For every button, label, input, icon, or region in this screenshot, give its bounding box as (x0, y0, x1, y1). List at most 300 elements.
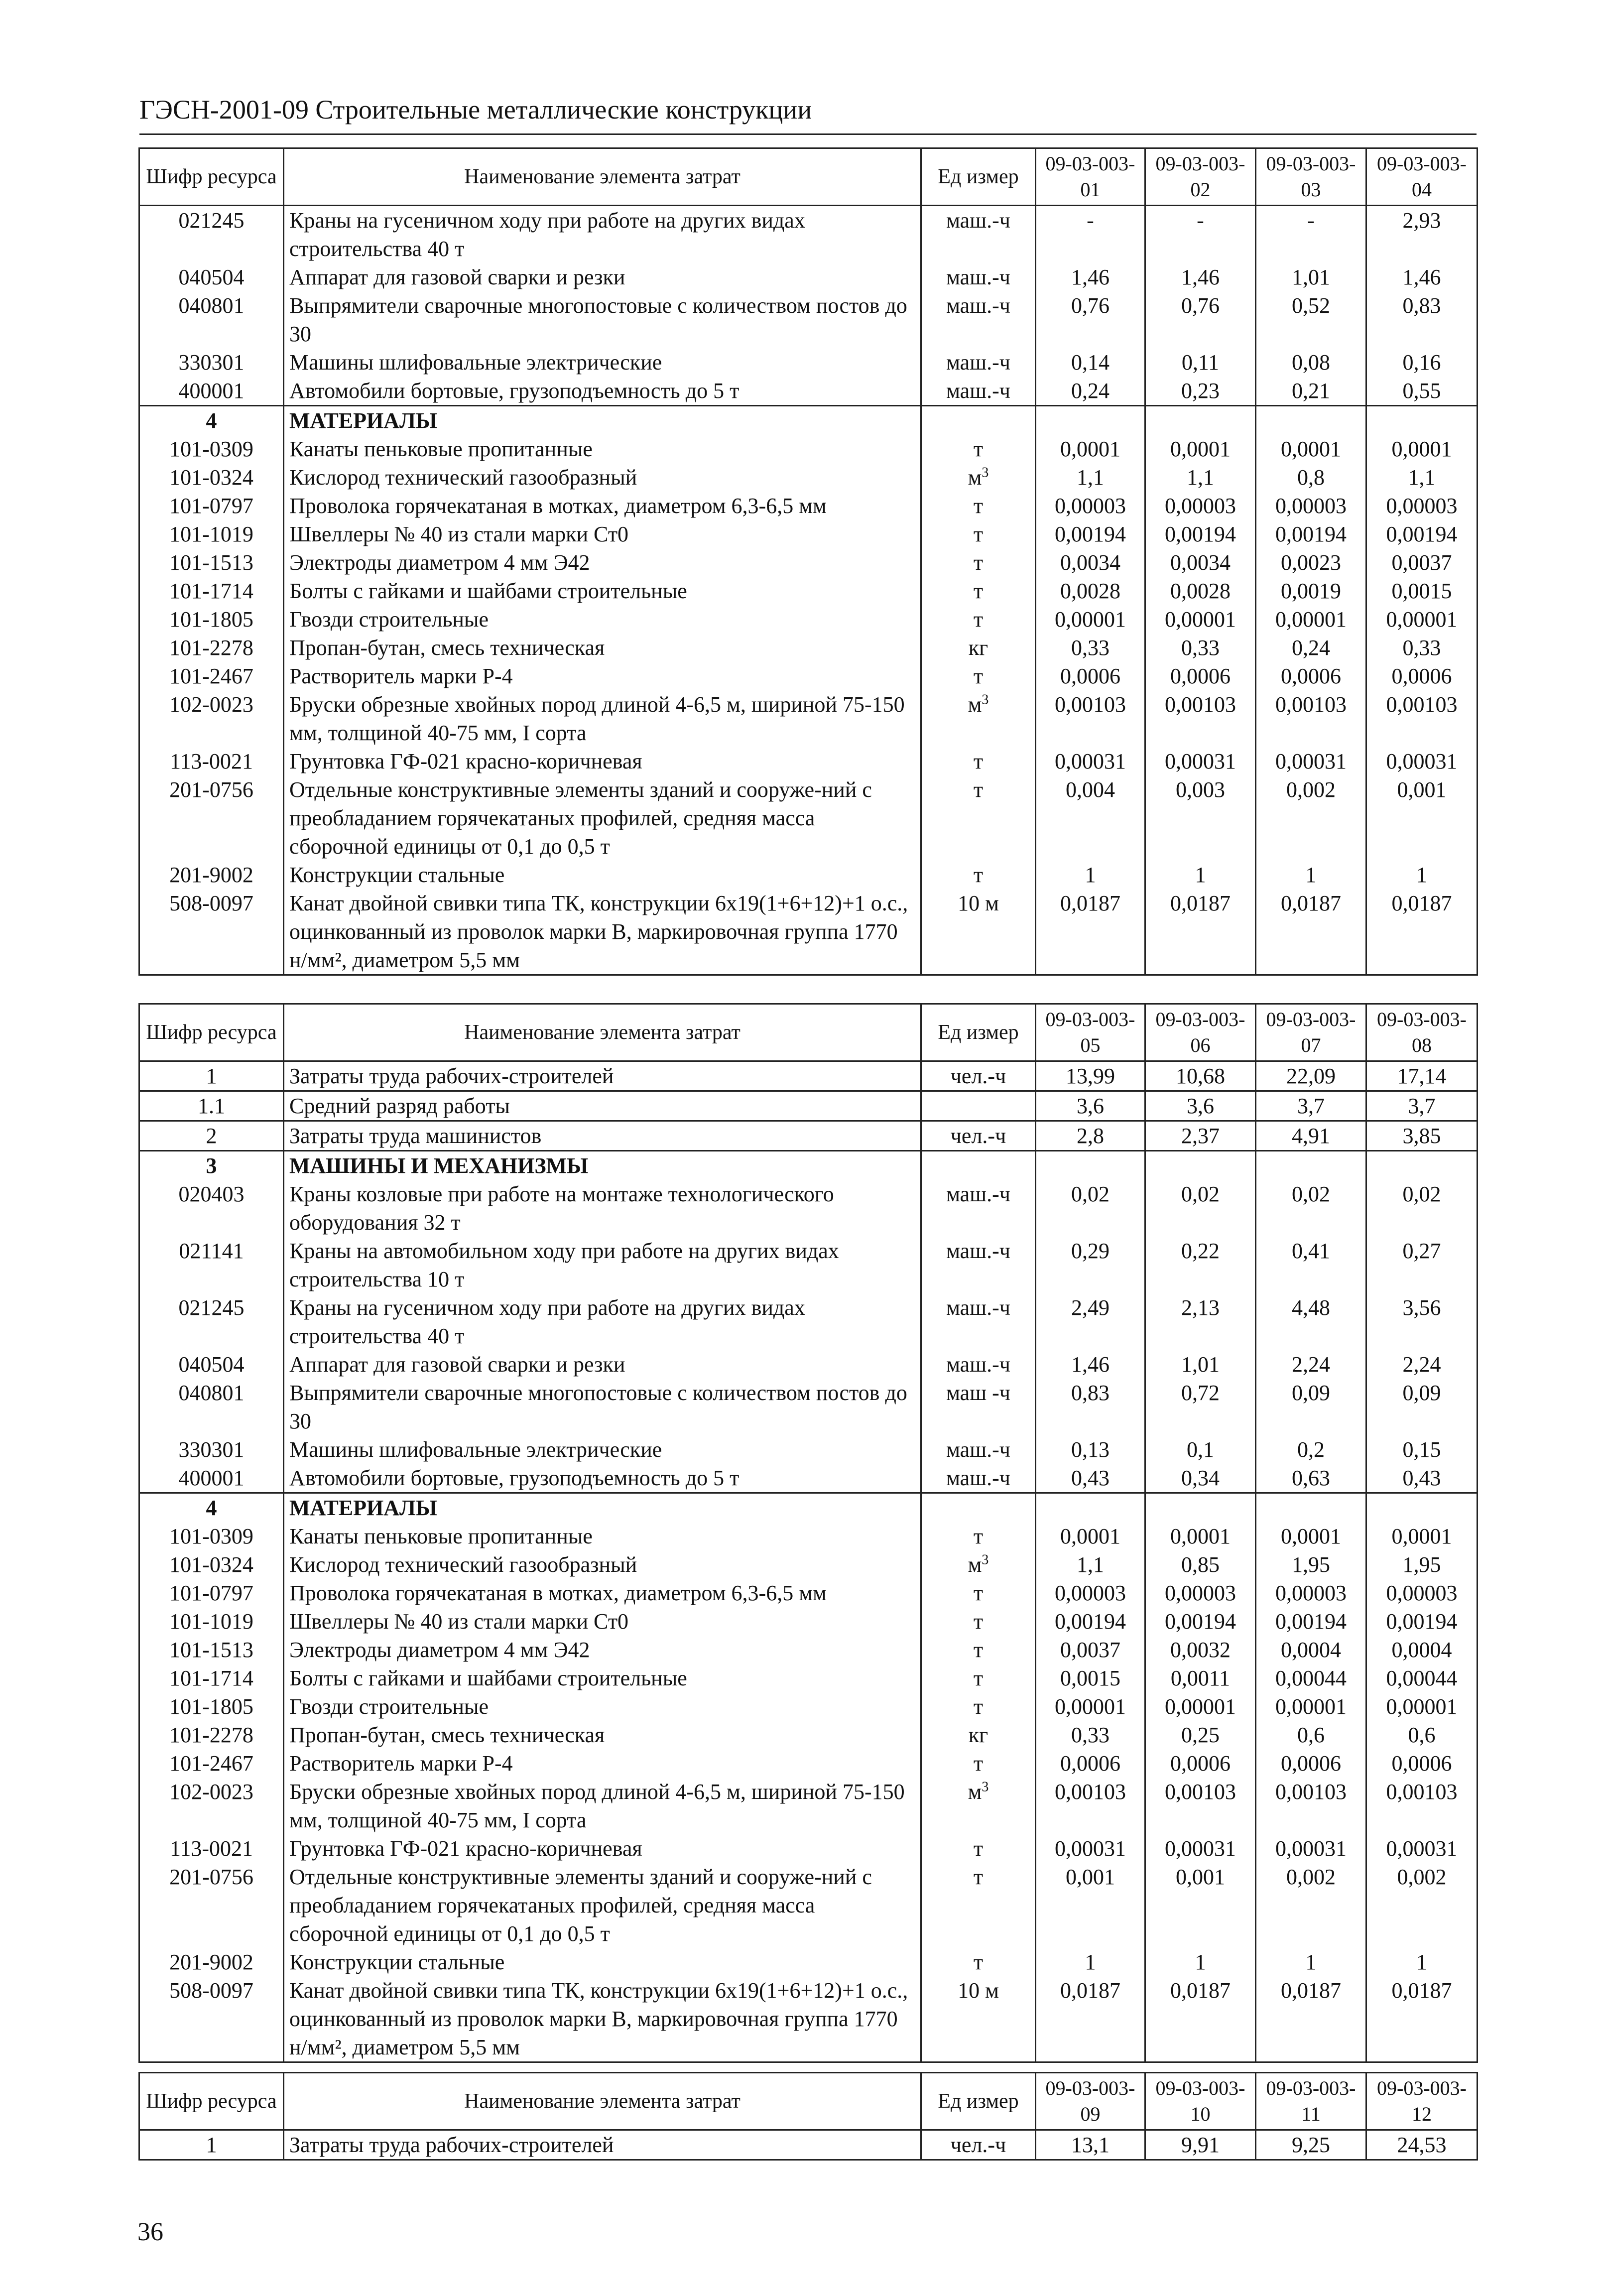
norm-value: 0,00103 (1366, 1778, 1478, 1834)
norm-value: 0,6 (1366, 1721, 1478, 1749)
unit-text: кг (968, 636, 988, 660)
norm-value (1256, 1493, 1366, 1523)
section-title: МАТЕРИАЛЫ (284, 1493, 921, 1523)
unit (921, 1778, 1036, 1834)
norm-value: 24,53 (1366, 2130, 1478, 2160)
norm-value: 0,0006 (1036, 1749, 1145, 1778)
header-rule (139, 133, 1477, 135)
table-row (139, 1778, 1478, 1834)
norm-value: 0,00001 (1366, 1692, 1478, 1721)
cost-element-name: Выпрямители сварочные многопостовые с количеством постов до 30 (284, 291, 921, 348)
norm-value: 0,0001 (1145, 1522, 1256, 1550)
unit (921, 1180, 1036, 1237)
table-row (139, 1636, 1478, 1664)
norm-value: 1,46 (1145, 263, 1256, 291)
norm-value: 4,91 (1256, 1121, 1366, 1151)
table-row (139, 577, 1478, 605)
cost-element-name: Гвозди строительные (284, 605, 921, 634)
resource-code: 400001 (139, 1464, 284, 1493)
table-row (139, 1976, 1478, 2062)
unit (921, 1692, 1036, 1721)
norm-value: 0,0187 (1145, 889, 1256, 975)
norm-value: 3,85 (1366, 1121, 1478, 1151)
cost-element-name: Затраты труда рабочих-строителей (284, 2130, 921, 2160)
norm-value: 0,0187 (1256, 1976, 1366, 2062)
unit-text: маш.-ч (946, 1437, 1010, 1462)
norm-value: 1 (1145, 861, 1256, 889)
cost-element-name: Машины шлифовальные электрические (284, 1435, 921, 1464)
resource-code: 101-1805 (139, 1692, 284, 1721)
unit (921, 605, 1036, 634)
norm-value: 0,8 (1256, 463, 1366, 492)
norm-value: 0,0037 (1036, 1636, 1145, 1664)
norm-value: 0,21 (1256, 377, 1366, 406)
header-norm-code: 09-03-003-01 (1036, 148, 1145, 206)
resource-code: 102-0023 (139, 1778, 284, 1834)
norm-value: 0,43 (1036, 1464, 1145, 1493)
norm-value: 1,1 (1036, 1550, 1145, 1579)
norm-value: 0,0011 (1145, 1664, 1256, 1692)
unit (921, 861, 1036, 889)
norm-value: 0,0028 (1145, 577, 1256, 605)
resource-code: 330301 (139, 1435, 284, 1464)
cost-element-name: Конструкции стальные (284, 1948, 921, 1976)
norm-value: 1 (1256, 1948, 1366, 1976)
norm-value (1145, 1493, 1256, 1523)
cost-element-name: Проволока горячекатаная в мотках, диаметром 6,3-6,5 мм (284, 1579, 921, 1607)
resource-code: 040504 (139, 263, 284, 291)
table-row (139, 1379, 1478, 1435)
unit-text: т (973, 664, 984, 688)
resource-code: 508-0097 (139, 1976, 284, 2062)
cost-element-name: Аппарат для газовой сварки и резки (284, 1350, 921, 1379)
unit-text: т (973, 494, 984, 518)
unit-text: т (973, 1836, 984, 1861)
resource-code: 101-2278 (139, 1721, 284, 1749)
unit (921, 435, 1036, 463)
norm-value: 0,0001 (1366, 435, 1478, 463)
norm-value: 0,00103 (1145, 690, 1256, 747)
cost-element-name: Затраты труда машинистов (284, 1121, 921, 1151)
norm-value: 10,68 (1145, 1061, 1256, 1091)
resource-code: 101-1714 (139, 577, 284, 605)
norm-value: 0,00031 (1145, 1834, 1256, 1863)
header-norm-code: 09-03-003-12 (1366, 2073, 1478, 2130)
resource-code: 101-2467 (139, 662, 284, 690)
norm-value: 0,00031 (1145, 747, 1256, 775)
unit (921, 377, 1036, 406)
norm-value: 0,00003 (1256, 1579, 1366, 1607)
unit (921, 634, 1036, 662)
unit (921, 1151, 1036, 1180)
table-row (139, 690, 1478, 747)
unit-superscript: 3 (982, 1779, 989, 1795)
unit-text: 10 м (958, 1978, 999, 2003)
resource-code: 201-0756 (139, 775, 284, 861)
table-row (139, 1749, 1478, 1778)
norm-value: 0,24 (1256, 634, 1366, 662)
table-row (139, 1350, 1478, 1379)
unit (921, 1493, 1036, 1523)
resource-code: 101-1019 (139, 1607, 284, 1636)
norm-value: 0,0034 (1036, 548, 1145, 577)
resource-code: 400001 (139, 377, 284, 406)
norm-value (1366, 406, 1478, 435)
table-row (139, 1180, 1478, 1237)
unit (921, 1636, 1036, 1664)
unit (921, 1550, 1036, 1579)
unit-text: чел.-ч (950, 1064, 1006, 1088)
norm-value: 0,0006 (1145, 1749, 1256, 1778)
norm-value: 0,0015 (1366, 577, 1478, 605)
norm-value: 0,83 (1366, 291, 1478, 348)
unit-text: маш.-ч (946, 1466, 1010, 1490)
resource-code: 508-0097 (139, 889, 284, 975)
norm-value: 1 (1145, 1948, 1256, 1976)
unit (921, 2130, 1036, 2160)
unit (921, 1749, 1036, 1778)
norm-value: 0,00003 (1036, 1579, 1145, 1607)
unit (921, 1121, 1036, 1151)
unit-text: т (973, 1581, 984, 1605)
norm-value: 3,6 (1036, 1091, 1145, 1121)
norm-value: 0,0006 (1366, 1749, 1478, 1778)
resource-code: 1 (139, 2130, 284, 2160)
cost-element-name: Болты с гайками и шайбами строительные (284, 577, 921, 605)
table-row (139, 1550, 1478, 1579)
norm-value: 1 (1036, 1948, 1145, 1976)
unit (921, 662, 1036, 690)
table-row (139, 377, 1478, 406)
unit (921, 1061, 1036, 1091)
cost-element-name: Канат двойной свивки типа ТК, конструкции 6х19(1+6+12)+1 о.с., оцинкованный из проволок марки В, маркировочная группа 1770 н/мм², диаметром 5,5 мм (284, 889, 921, 975)
unit-superscript: 3 (982, 465, 989, 481)
table-row (139, 662, 1478, 690)
unit-text: м (968, 692, 982, 717)
unit-text: маш.-ч (946, 1295, 1010, 1320)
norm-value: 0,003 (1145, 775, 1256, 861)
cost-element-name: Краны козловые при работе на монтаже технологического оборудования 32 т (284, 1180, 921, 1237)
norm-table-09-03-003-09-12 (138, 2072, 1478, 2161)
norm-value: 0,00001 (1036, 1692, 1145, 1721)
table-row (139, 634, 1478, 662)
norm-value: 0,83 (1036, 1379, 1145, 1435)
norm-value: 0,0004 (1256, 1636, 1366, 1664)
norm-value: 0,0019 (1256, 577, 1366, 605)
norm-value: 0,00001 (1036, 605, 1145, 634)
norm-value: 0,13 (1036, 1435, 1145, 1464)
norm-value: 0,00194 (1256, 1607, 1366, 1636)
resource-code: 101-1513 (139, 1636, 284, 1664)
unit (921, 1237, 1036, 1293)
norm-value (1036, 1493, 1145, 1523)
cost-element-name: Конструкции стальные (284, 861, 921, 889)
resource-code: 021245 (139, 1293, 284, 1350)
norm-value: 0,2 (1256, 1435, 1366, 1464)
norm-value: 0,02 (1256, 1180, 1366, 1237)
norm-value: 0,29 (1036, 1237, 1145, 1293)
norm-value: 4,48 (1256, 1293, 1366, 1350)
norm-value: 0,11 (1145, 348, 1256, 377)
norm-value: 0,0006 (1145, 662, 1256, 690)
resource-code: 040801 (139, 1379, 284, 1435)
norm-value: 0,34 (1145, 1464, 1256, 1493)
unit-text: чел.-ч (950, 2133, 1006, 2157)
running-header: ГЭСН-2001-09 Строительные металлические конструкции (139, 95, 812, 125)
unit-superscript: 3 (982, 692, 989, 708)
table-row (139, 1948, 1478, 1976)
norm-value: 0,00031 (1036, 747, 1145, 775)
resource-code: 2 (139, 1121, 284, 1151)
unit (921, 1379, 1036, 1435)
unit-text: т (973, 1950, 984, 1974)
norm-value: 0,02 (1145, 1180, 1256, 1237)
norm-value: 1 (1036, 861, 1145, 889)
norm-value: 0,14 (1036, 348, 1145, 377)
unit-text: т (973, 1751, 984, 1776)
table-row (139, 263, 1478, 291)
cost-element-name: Отдельные конструктивные элементы зданий и сооруже-ний с преобладанием горячекатаных профилей, средняя масса сборочной единицы от 0,1 до 0,5 т (284, 1863, 921, 1948)
norm-value: 0,00031 (1256, 1834, 1366, 1863)
cost-element-name: Растворитель марки Р-4 (284, 1749, 921, 1778)
unit-text: т (973, 777, 984, 802)
norm-value: 1,1 (1366, 463, 1478, 492)
norm-value: 13,99 (1036, 1061, 1145, 1091)
cost-element-name: Грунтовка ГФ-021 красно-коричневая (284, 1834, 921, 1863)
unit (921, 348, 1036, 377)
cost-element-name: Бруски обрезные хвойных пород длиной 4-6,5 м, шириной 75-150 мм, толщиной 40-75 мм, I сорта (284, 1778, 921, 1834)
table-row (139, 1061, 1478, 1091)
norm-value: 0,0032 (1145, 1636, 1256, 1664)
norm-value: - (1036, 206, 1145, 263)
norm-value: 0,0001 (1256, 1522, 1366, 1550)
norm-value: 0,76 (1036, 291, 1145, 348)
header-norm-code: 09-03-003-08 (1366, 1004, 1478, 1061)
header-norm-code: 09-03-003-03 (1256, 148, 1366, 206)
norm-value: 0,0001 (1366, 1522, 1478, 1550)
norm-value: 0,72 (1145, 1379, 1256, 1435)
norm-value: 0,0187 (1145, 1976, 1256, 2062)
norm-value: 0,0001 (1036, 435, 1145, 463)
norm-value (1366, 1493, 1478, 1523)
norm-value: - (1256, 206, 1366, 263)
unit (921, 463, 1036, 492)
norm-value: 0,00194 (1145, 520, 1256, 548)
unit (921, 1091, 1036, 1121)
norm-value: 2,49 (1036, 1293, 1145, 1350)
norm-value: 0,0187 (1256, 889, 1366, 975)
norm-value: 1 (1366, 1948, 1478, 1976)
norm-value (1366, 1151, 1478, 1180)
table-row (139, 861, 1478, 889)
norm-value: 1,46 (1036, 263, 1145, 291)
resource-code: 101-0797 (139, 492, 284, 520)
norm-value: 1,1 (1036, 463, 1145, 492)
norm-value: 0,002 (1256, 1863, 1366, 1948)
header-norm-code: 09-03-003-02 (1145, 148, 1256, 206)
header-cost-element-name: Наименование элемента затрат (284, 2073, 921, 2130)
norm-value: 0,002 (1256, 775, 1366, 861)
resource-code: 040801 (139, 291, 284, 348)
norm-value: 0,15 (1366, 1435, 1478, 1464)
unit (921, 1293, 1036, 1350)
norm-value: 0,00003 (1366, 492, 1478, 520)
header-norm-code: 09-03-003-09 (1036, 2073, 1145, 2130)
norm-value: 13,1 (1036, 2130, 1145, 2160)
unit (921, 1464, 1036, 1493)
unit-text: т (973, 749, 984, 773)
norm-value: 1,1 (1145, 463, 1256, 492)
norm-value: 0,00031 (1256, 747, 1366, 775)
cost-element-name: Канаты пеньковые пропитанные (284, 1522, 921, 1550)
resource-code: 4 (139, 1493, 284, 1523)
norm-value: 0,00103 (1036, 1778, 1145, 1834)
resource-code: 201-0756 (139, 1863, 284, 1948)
norm-value: 0,1 (1145, 1435, 1256, 1464)
norm-value (1036, 1151, 1145, 1180)
section-title: МАШИНЫ И МЕХАНИЗМЫ (284, 1151, 921, 1180)
table-header-row (139, 148, 1478, 206)
cost-element-name: Затраты труда рабочих-строителей (284, 1061, 921, 1091)
unit (921, 520, 1036, 548)
resource-code: 021245 (139, 206, 284, 263)
table-row (139, 1121, 1478, 1151)
table-row (139, 1834, 1478, 1863)
unit-text: маш.-ч (946, 265, 1010, 289)
resource-code: 021141 (139, 1237, 284, 1293)
table-row (139, 548, 1478, 577)
unit (921, 1607, 1036, 1636)
unit-text: м (968, 1780, 982, 1804)
unit-text: т (973, 863, 984, 887)
norm-value: 0,23 (1145, 377, 1256, 406)
norm-value: 2,24 (1366, 1350, 1478, 1379)
norm-value: 0,00103 (1256, 1778, 1366, 1834)
header-resource-code: Шифр ресурса (139, 148, 284, 206)
resource-code: 101-0309 (139, 435, 284, 463)
header-resource-code: Шифр ресурса (139, 2073, 284, 2130)
unit (921, 775, 1036, 861)
norm-value: 0,0006 (1256, 1749, 1366, 1778)
resource-code: 101-2278 (139, 634, 284, 662)
norm-value: 0,0187 (1036, 889, 1145, 975)
cost-element-name: Машины шлифовальные электрические (284, 348, 921, 377)
resource-code: 1 (139, 1061, 284, 1091)
resource-code: 102-0023 (139, 690, 284, 747)
unit (921, 548, 1036, 577)
norm-value: 0,00001 (1256, 605, 1366, 634)
norm-value (1145, 406, 1256, 435)
unit (921, 1834, 1036, 1863)
norm-value: 2,8 (1036, 1121, 1145, 1151)
cost-element-name: Краны на гусеничном ходу при работе на других видах строительства 40 т (284, 1293, 921, 1350)
norm-value: 0,00194 (1366, 1607, 1478, 1636)
unit-text: маш.-ч (946, 293, 1010, 318)
norm-value: 1,95 (1366, 1550, 1478, 1579)
table-row (139, 291, 1478, 348)
unit (921, 1948, 1036, 1976)
cost-element-name: Растворитель марки Р-4 (284, 662, 921, 690)
norm-value: 0,0004 (1366, 1636, 1478, 1664)
cost-element-name: Болты с гайками и шайбами строительные (284, 1664, 921, 1692)
unit-text: маш.-ч (946, 379, 1010, 403)
norm-value: 1,01 (1145, 1350, 1256, 1379)
norm-value: 0,001 (1036, 1863, 1145, 1948)
norm-value: 0,0034 (1145, 548, 1256, 577)
unit-text: маш.-ч (946, 208, 1010, 233)
norm-value: 0,001 (1366, 775, 1478, 861)
norm-value: 0,25 (1145, 1721, 1256, 1749)
norm-value: 0,00194 (1145, 1607, 1256, 1636)
resource-code: 101-1714 (139, 1664, 284, 1692)
unit (921, 747, 1036, 775)
table-row (139, 1692, 1478, 1721)
norm-value: 0,33 (1036, 1721, 1145, 1749)
cost-element-name: Швеллеры № 40 из стали марки Ст0 (284, 1607, 921, 1636)
table-row (139, 747, 1478, 775)
norm-value: 0,6 (1256, 1721, 1366, 1749)
norm-value: 17,14 (1366, 1061, 1478, 1091)
header-resource-code: Шифр ресурса (139, 1004, 284, 1061)
unit-text: т (973, 1666, 984, 1690)
norm-value: 0,00003 (1036, 492, 1145, 520)
norm-value: 3,7 (1256, 1091, 1366, 1121)
norm-value: 9,91 (1145, 2130, 1256, 2160)
norm-value: 2,37 (1145, 1121, 1256, 1151)
norm-value: - (1145, 206, 1256, 263)
unit-text: маш.-ч (946, 1239, 1010, 1263)
cost-element-name: Выпрямители сварочные многопостовые с количеством постов до 30 (284, 1379, 921, 1435)
table-row (139, 1863, 1478, 1948)
cost-element-name: Кислород технический газообразный (284, 1550, 921, 1579)
norm-value: 0,63 (1256, 1464, 1366, 1493)
section-row (139, 1493, 1478, 1523)
norm-value (1145, 1151, 1256, 1180)
unit-text: м (968, 1552, 982, 1577)
norm-value: 0,00031 (1036, 1834, 1145, 1863)
resource-code: 101-0324 (139, 1550, 284, 1579)
norm-value: 1 (1366, 861, 1478, 889)
cost-element-name: Канаты пеньковые пропитанные (284, 435, 921, 463)
norm-value: 0,02 (1366, 1180, 1478, 1237)
norm-value: 0,0023 (1256, 548, 1366, 577)
resource-code: 4 (139, 406, 284, 435)
table-header-row (139, 2073, 1478, 2130)
table-row (139, 1721, 1478, 1749)
resource-code: 020403 (139, 1180, 284, 1237)
resource-code: 101-1805 (139, 605, 284, 634)
norm-value: 0,09 (1256, 1379, 1366, 1435)
unit (921, 1863, 1036, 1948)
resource-code: 1.1 (139, 1091, 284, 1121)
unit-text: 10 м (958, 891, 999, 915)
norm-value: 0,001 (1145, 1863, 1256, 1948)
resource-code: 113-0021 (139, 747, 284, 775)
cost-element-name: Бруски обрезные хвойных пород длиной 4-6,5 м, шириной 75-150 мм, толщиной 40-75 мм, I сорта (284, 690, 921, 747)
unit (921, 492, 1036, 520)
header-norm-code: 09-03-003-11 (1256, 2073, 1366, 2130)
norm-value: 0,55 (1366, 377, 1478, 406)
unit-text: т (973, 1865, 984, 1889)
norm-value: 0,00001 (1145, 605, 1256, 634)
norm-value: 0,0037 (1366, 548, 1478, 577)
unit-text: м (968, 465, 982, 490)
header-unit: Ед измер (921, 1004, 1036, 1061)
cost-element-name: Кислород технический газообразный (284, 463, 921, 492)
norm-value: 3,7 (1366, 1091, 1478, 1121)
table-header-row (139, 1004, 1478, 1061)
section-row (139, 1151, 1478, 1180)
